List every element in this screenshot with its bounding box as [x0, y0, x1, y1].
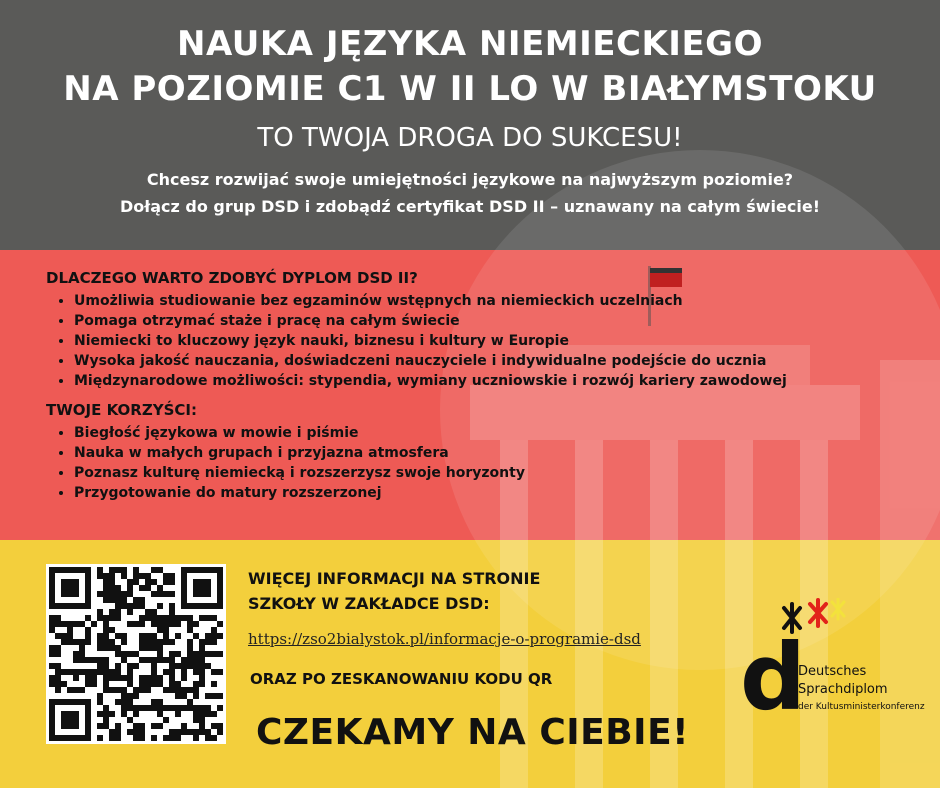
info-heading-line-2: SZKOŁY W ZAKŁADCE DSD: [248, 594, 490, 613]
page-title [0, 22, 940, 112]
intro-line-2: Dołącz do grup DSD i zdobądź certyfikat DSD II – uznawany na całym świecie! [120, 197, 820, 216]
benefit-item: • Poznasz kulturę niemiecką i rozszerzysz swoje horyzonty [74, 463, 906, 483]
benefit-item: • Przygotowanie do matury rozszerzonej [74, 483, 906, 503]
info-section [248, 566, 728, 753]
intro-line-1: Chcesz rozwijać swoje umiejętności językowe na najwyższym poziomie? [146, 170, 794, 189]
logo-text-line-3: der Kultusministerkonferenz [798, 702, 925, 712]
content [46, 268, 906, 503]
dsd-logo [740, 598, 930, 731]
benefits-list [46, 423, 906, 503]
why-item: • Niemiecki to kluczowy język nauki, biznesu i kultury w Europie [74, 331, 906, 351]
dsd-info-link[interactable]: https://zso2bialystok.pl/informacje-o-programie-dsd [248, 630, 641, 648]
info-heading [248, 566, 728, 616]
logo-letter: d [740, 624, 806, 731]
why-heading: DLACZEGO WARTO ZDOBYĆ DYPLOM DSD II? [46, 269, 418, 287]
intro-text [0, 166, 940, 220]
why-list [46, 291, 906, 391]
subtitle: TO TWOJA DROGA DO SUKCESU! [257, 123, 683, 153]
benefit-item: • Biegłość językowa w mowie i piśmie [74, 423, 906, 443]
logo-text-line-1: Deutsches [798, 664, 867, 679]
benefit-item: • Nauka w małych grupach i przyjazna atmosfera [74, 443, 906, 463]
qr-code-graphic [46, 564, 226, 744]
qr-instruction: ORAZ PO ZESKANOWANIU KODU QR [250, 670, 553, 688]
logo-text-line-2: Sprachdiplom [798, 682, 888, 697]
why-item: • Międzynarodowe możliwości: stypendia, wymiany uczniowskie i rozwój kariery zawodowej [74, 371, 906, 391]
title-line-1: NAUKA JĘZYKA NIEMIECKIEGO [176, 24, 763, 64]
qr-code-icon[interactable] [46, 564, 226, 744]
why-item: • Umożliwia studiowanie bez egzaminów wstępnych na niemieckich uczelniach [74, 291, 906, 311]
title-line-2: NA POZIOMIE C1 W II LO W BIAŁYMSTOKU [63, 69, 877, 109]
header [0, 22, 940, 220]
info-heading-line-1: WIĘCEJ INFORMACJI NA STRONIE [248, 569, 541, 588]
why-item: • Wysoka jakość nauczania, doświadczeni nauczyciele i indywidualne podejście do ucznia [74, 351, 906, 371]
why-item: • Pomaga otrzymać staże i pracę na całym świecie [74, 311, 906, 331]
call-to-action: CZEKAMY NA CIEBIE! [256, 712, 690, 753]
benefits-heading: TWOJE KORZYŚCI: [46, 401, 197, 419]
